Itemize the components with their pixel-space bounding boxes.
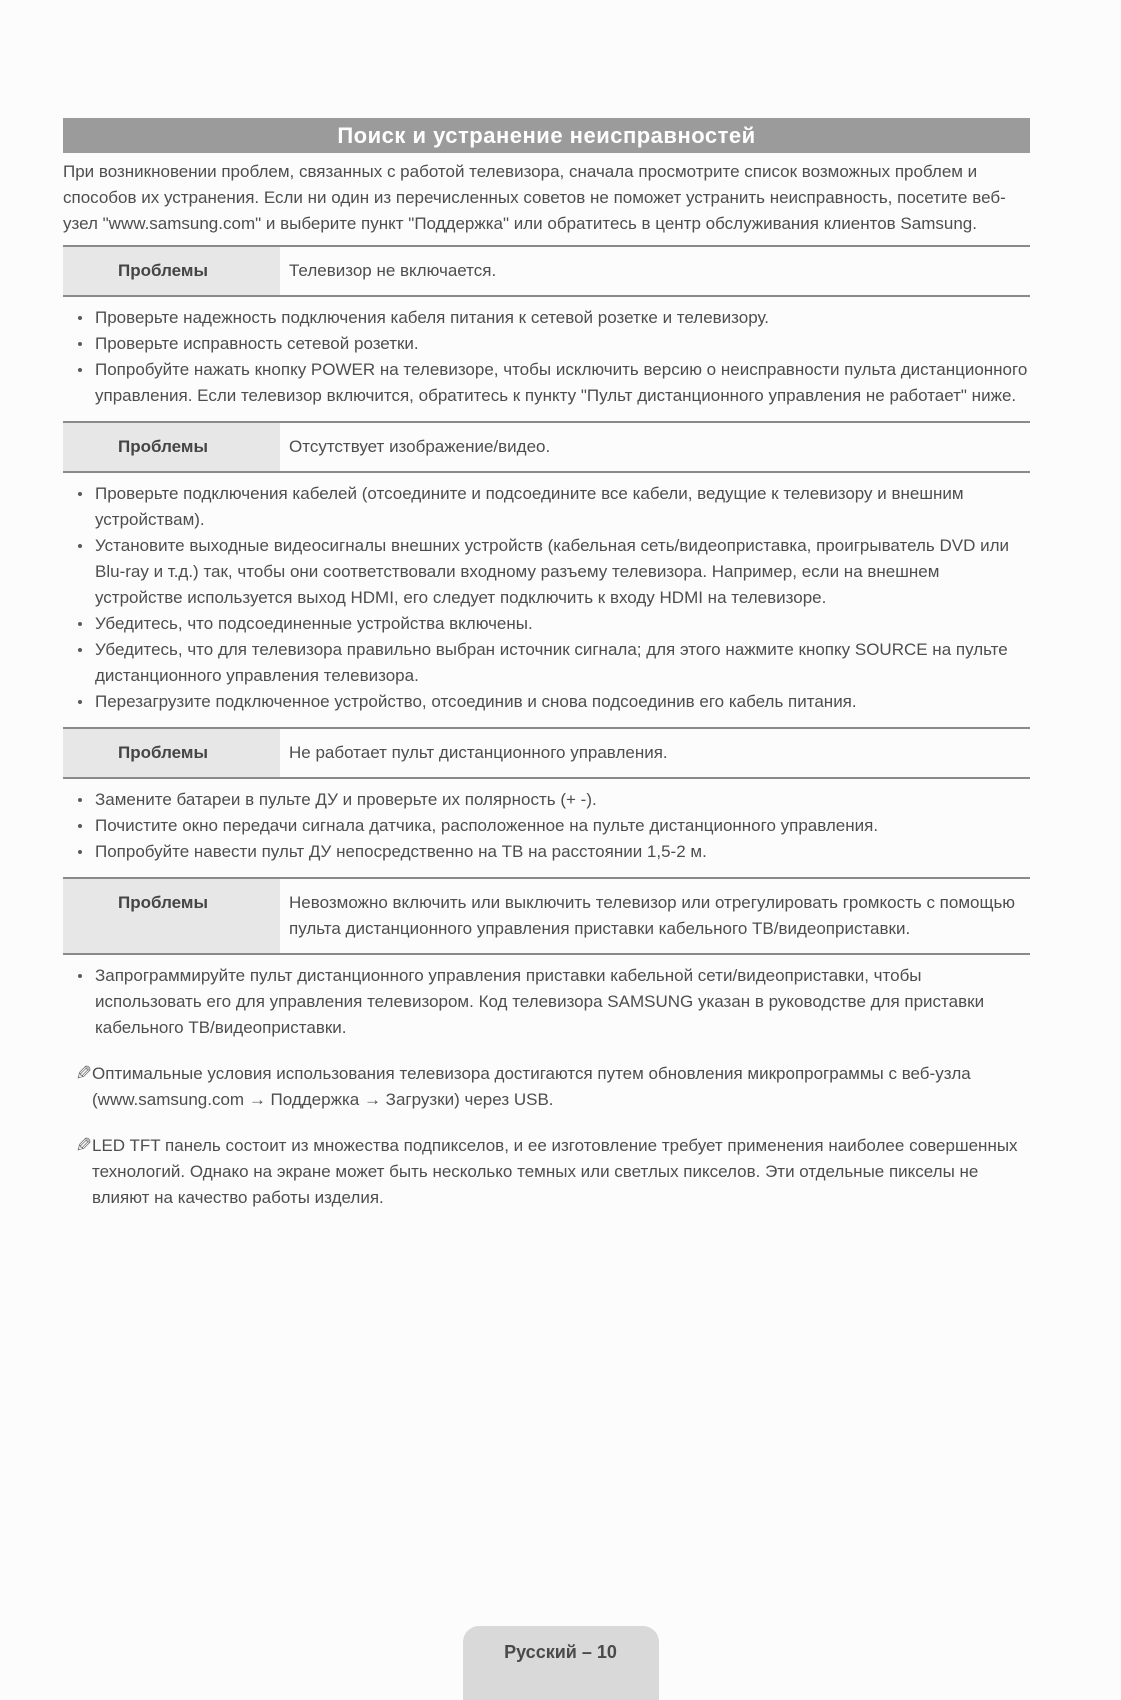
note-text: Оптимальные условия использования телевизора достигаются путем обновления микропрограммы с веб-узла (www.samsung.com → Поддержка → Загрузки) через USB. [92, 1064, 971, 1109]
problem-label: Проблемы [118, 437, 208, 456]
problem-label-cell [63, 729, 280, 777]
problem-label: Проблемы [118, 893, 208, 912]
solution-list [63, 963, 1030, 1041]
problem-label-row [63, 727, 1030, 779]
problem-description: Невозможно включить или выключить телевизор или отрегулировать громкость с помощью пульта дистанционного управления приставки кабельного ТВ/видеоприставки. [289, 893, 1016, 938]
note-firmware-update [63, 1061, 1030, 1113]
bullet-item: Проверьте надежность подключения кабеля питания к сетевой розетке и телевизору. [63, 305, 1030, 331]
problem-label-row [63, 421, 1030, 473]
solution-list [63, 305, 1030, 409]
page-title: Поиск и устранение неисправностей [337, 123, 756, 148]
problem-label-row [63, 877, 1030, 955]
bullet-item: Убедитесь, что для телевизора правильно выбран источник сигнала; для этого нажмите кнопку SOURCE на пульте дистанционного управления телевизора. [63, 637, 1030, 689]
section-title-banner [63, 118, 1030, 153]
problem-block-cable-box-remote [63, 877, 1030, 1041]
bullet-item: Замените батареи в пульте ДУ и проверьте их полярность (+ -). [63, 787, 1030, 813]
bullet-item: Попробуйте навести пульт ДУ непосредственно на ТВ на расстоянии 1,5-2 м. [63, 839, 1030, 865]
problem-label-cell [63, 879, 280, 953]
pencil-note-icon: ✎ [75, 1135, 92, 1157]
bullet-item: Попробуйте нажать кнопку POWER на телевизоре, чтобы исключить версию о неисправности пульта дистанционного управления. Если телевизор включится, обратитесь к пункту "Пульт дистанционного управления не работает" ниже. [63, 357, 1030, 409]
note-text: LED TFT панель состоит из множества подпикселов, и ее изготовление требует применения наиболее совершенных технологий. Однако на экране может быть несколько темных или светлых пикселов. Эти отдельные пикселы не влияют на качество работы изделия. [92, 1136, 1018, 1207]
note-led-tft-panel [63, 1133, 1030, 1211]
page-content [63, 118, 1030, 1211]
bullet-item: Почистите окно передачи сигнала датчика, расположенное на пульте дистанционного управления. [63, 813, 1030, 839]
bullet-item: Проверьте исправность сетевой розетки. [63, 331, 1030, 357]
pencil-note-icon: ✎ [75, 1063, 92, 1085]
problem-description: Отсутствует изображение/видео. [289, 437, 551, 456]
problem-label-row [63, 245, 1030, 297]
solution-list [63, 481, 1030, 715]
bullet-item: Убедитесь, что подсоединенные устройства включены. [63, 611, 1030, 637]
problem-label-cell [63, 423, 280, 471]
bullet-item: Перезагрузите подключенное устройство, отсоединив и снова подсоединив его кабель питания. [63, 689, 1030, 715]
solution-list [63, 787, 1030, 865]
problem-block-tv-not-turning-on [63, 245, 1030, 409]
bullet-item: Проверьте подключения кабелей (отсоедините и подсоедините все кабели, ведущие к телевизору и внешним устройствам). [63, 481, 1030, 533]
page-number-label: Русский – 10 [504, 1642, 617, 1662]
problem-block-no-picture [63, 421, 1030, 715]
problem-label-cell [63, 247, 280, 295]
problem-description: Не работает пульт дистанционного управления. [289, 743, 668, 762]
problem-label: Проблемы [118, 261, 208, 280]
problem-label: Проблемы [118, 743, 208, 762]
intro-paragraph: При возникновении проблем, связанных с работой телевизора, сначала просмотрите список возможных проблем и способов их устранения. Если ни один из перечисленных советов не поможет устранить неисправность, посетите веб-узел "www.samsung.com" и выберите пункт "Поддержка" или обратитесь в центр обслуживания клиентов Samsung. [63, 162, 1006, 233]
page-footer [463, 1626, 659, 1700]
problem-block-remote-not-working [63, 727, 1030, 865]
bullet-item: Запрограммируйте пульт дистанционного управления приставки кабельной сети/видеоприставки, чтобы использовать его для управления телевизором. Код телевизора SAMSUNG указан в руководстве для приставки кабельного ТВ/видеоприставки. [63, 963, 1030, 1041]
bullet-item: Установите выходные видеосигналы внешних устройств (кабельная сеть/видеоприставка, проигрыватель DVD или Blu-ray и т.д.) так, чтобы они соответствовали входному разъему телевизора. Например, если на внешнем устройстве используется выход HDMI, его следует подключить к входу HDMI на телевизоре. [63, 533, 1030, 611]
problem-description: Телевизор не включается. [289, 261, 497, 280]
